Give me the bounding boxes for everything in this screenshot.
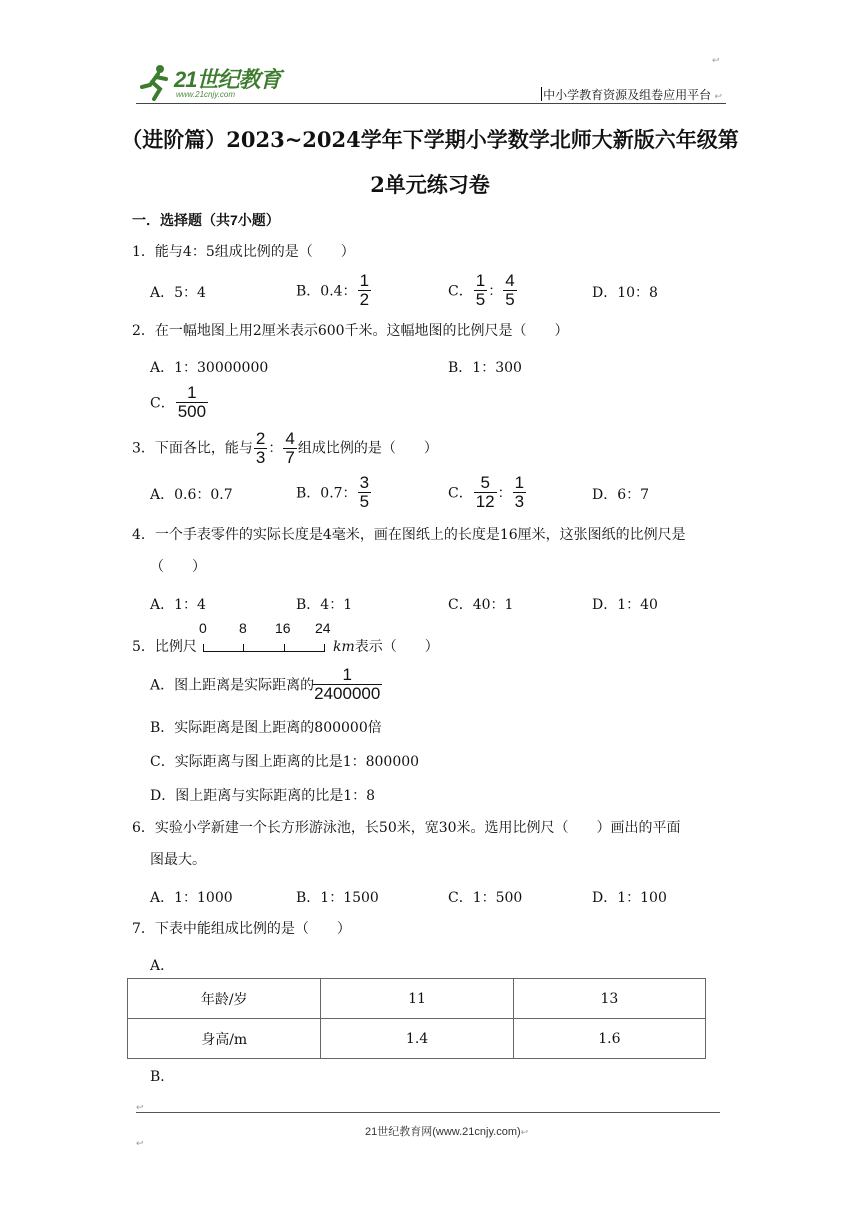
paragraph-mark: ↩ bbox=[136, 1138, 144, 1148]
q4-option-d: D．1：40 bbox=[592, 597, 658, 613]
q7-option-b: B． bbox=[150, 1069, 175, 1085]
scale-label-24: 24 bbox=[315, 620, 331, 636]
q3-option-b: B．0.7： $\frac{3}{5}$ bbox=[296, 473, 370, 511]
section-heading: 一．选择题（共7小题） bbox=[132, 212, 280, 228]
q2-option-a: A．1：30000000 bbox=[150, 360, 269, 376]
question-3-stem: 3．下面各比，能与 $\frac{2}{3}$ ： $\frac{4}{7}$ 组成比例的是（ ） bbox=[132, 429, 438, 467]
q5-option-b: B．实际距离是图上距离的800000倍 bbox=[150, 720, 382, 736]
q6-option-c: C．1：500 bbox=[448, 890, 523, 906]
q4-option-c: C．40：1 bbox=[448, 597, 514, 613]
question-1-stem: 1．能与4：5组成比例的是（ ） bbox=[132, 244, 355, 260]
table-cell: 13 bbox=[513, 979, 705, 1019]
q3-option-c: C． $\frac{5}{12}$ ： $\frac{1}{3}$ bbox=[448, 473, 525, 511]
q1-option-d: D．10：8 bbox=[592, 285, 658, 301]
question-5-stem-post: km表示（ ） bbox=[333, 639, 439, 655]
q3-option-d: D．6：7 bbox=[592, 487, 650, 503]
paragraph-mark: ↩ bbox=[712, 55, 720, 65]
q4-option-b: B．4：1 bbox=[296, 597, 353, 613]
page-title-line2: 2单元练习卷 bbox=[370, 172, 490, 197]
q7-option-a: A． bbox=[150, 958, 175, 974]
q4-option-a: A．1：4 bbox=[150, 597, 206, 613]
q1-option-a: A．5：4 bbox=[150, 285, 206, 301]
table-cell: 1.4 bbox=[321, 1019, 513, 1059]
q1-option-b: B．0.4： $\frac{1}{2}$ bbox=[296, 271, 370, 309]
q6-option-b: B．1：1500 bbox=[296, 890, 379, 906]
table-cell: 身高/m bbox=[128, 1019, 321, 1059]
q5-option-d: D．图上距离与实际距离的比是1：8 bbox=[150, 788, 376, 804]
question-6-stem-cont: 图最大。 bbox=[150, 852, 206, 868]
page-title: （进阶篇）2023~2024学年下学期小学数学北师大新版六年级第 bbox=[121, 127, 739, 152]
question-6-stem: 6．实验小学新建一个长方形游泳池，长50米，宽30米。选用比例尺（ ）画出的平面 bbox=[132, 820, 681, 836]
header-divider bbox=[136, 103, 726, 104]
footer-divider bbox=[136, 1112, 720, 1113]
q5-option-a: A．图上距离是实际距离的 $\frac{1}{2400000}$ bbox=[150, 665, 381, 703]
question-7-stem: 7．下表中能组成比例的是（ ） bbox=[132, 921, 351, 937]
q2-option-b: B．1：300 bbox=[448, 360, 522, 376]
q6-option-a: A．1：1000 bbox=[150, 890, 233, 906]
table-cell: 11 bbox=[321, 979, 513, 1019]
table-cell: 1.6 bbox=[513, 1019, 705, 1059]
q5-option-c: C．实际距离与图上距离的比是1：800000 bbox=[150, 754, 420, 770]
q7-option-a-table bbox=[127, 978, 706, 1059]
footer-text: 21世纪教育网(www.21cnjy.com)↩ bbox=[365, 1126, 529, 1138]
question-4-stem-cont: （ ） bbox=[150, 559, 206, 575]
scale-label-16: 16 bbox=[275, 620, 291, 636]
question-5-stem: 5．比例尺 bbox=[132, 639, 197, 655]
table-row bbox=[128, 979, 706, 1019]
q3-option-a: A．0.6：0.7 bbox=[150, 487, 233, 503]
table-row bbox=[128, 1019, 706, 1059]
logo-text: 21世纪教育 bbox=[174, 67, 281, 92]
scale-label-0: 0 bbox=[199, 620, 207, 636]
scale-bar bbox=[187, 620, 337, 656]
q2-option-c: C． $\frac{1}{500}$ bbox=[150, 383, 207, 421]
q6-option-d: D．1：100 bbox=[592, 890, 667, 906]
site-logo bbox=[136, 63, 281, 105]
logo-url: www.21cnjy.com bbox=[176, 90, 235, 99]
runner-icon bbox=[138, 63, 174, 101]
header-platform-text: 中小学教育资源及组卷应用平台 ↩ bbox=[543, 88, 722, 102]
q1-option-c: C． $\frac{1}{5}$ ： $\frac{4}{5}$ bbox=[448, 271, 515, 309]
table-cell: 年龄/岁 bbox=[128, 979, 321, 1019]
question-4-stem: 4．一个手表零件的实际长度是4毫米，画在图纸上的长度是16厘米，这张图纸的比例尺是 bbox=[132, 527, 686, 543]
question-2-stem: 2．在一幅地图上用2厘米表示600千米。这幅地图的比例尺是（ ） bbox=[132, 323, 569, 339]
paragraph-mark: ↩ bbox=[136, 1102, 144, 1112]
scale-label-8: 8 bbox=[239, 620, 247, 636]
